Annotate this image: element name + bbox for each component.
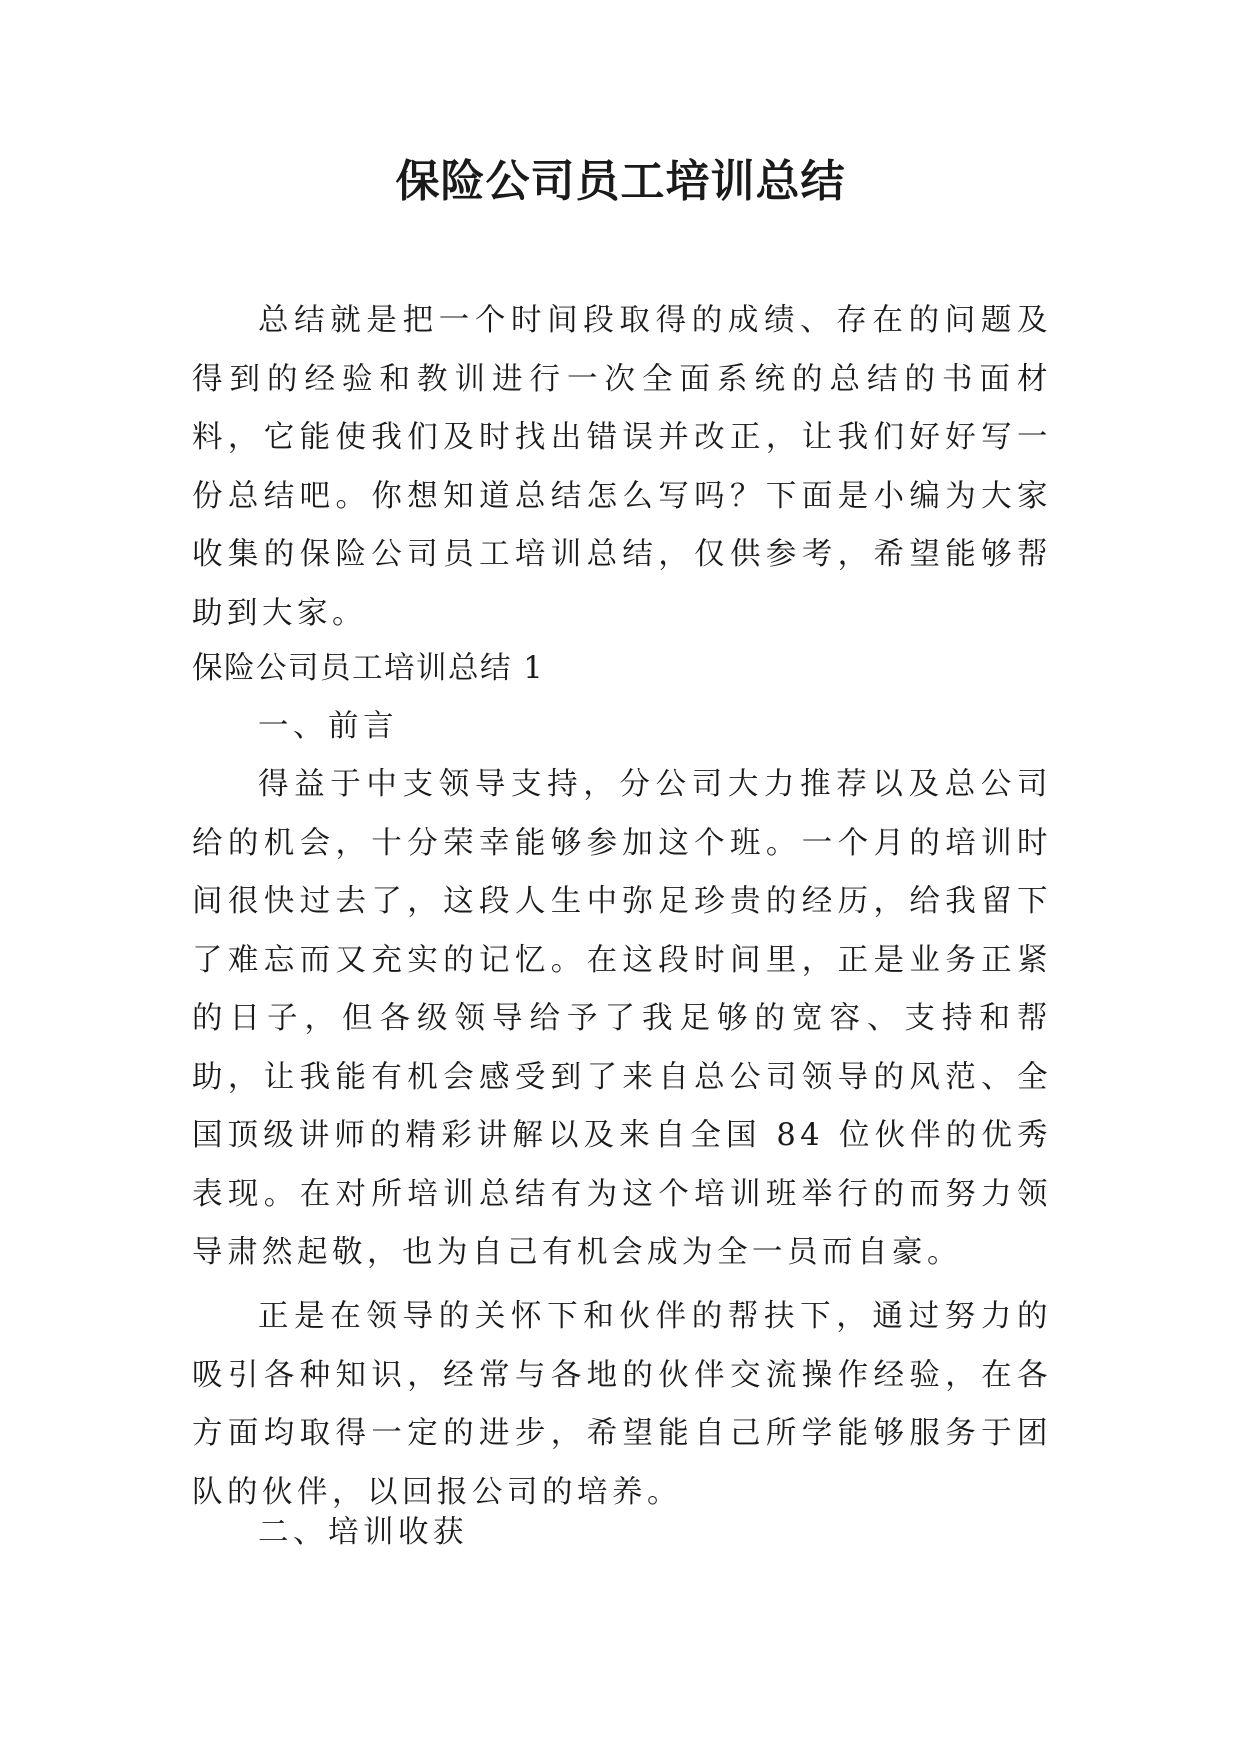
document-title: 保险公司员工培训总结 [395, 156, 846, 207]
subheading-training-harvest: 二、培训收获 [258, 1515, 468, 1550]
paragraph-1: 得益于中支领导支持，分公司大力推荐以及总公司给的机会，十分荣幸能够参加这个班。一个月的培训时间很快过去了，这段人生中弥足珍贵的经历，给我留下了难忘而又充实的记忆。在这段时间里，正是业务正紧的日子，但各级领导给予了我足够的宽容、支持和帮助，让我能有机会感受到了来自总公司领导的风范、全国顶级讲师的精彩讲解以及来自全国 84 位伙伴的优秀表现。在对所培训总结有为这个培训班举行的而努力领导肃然起敬，也为自己有机会成为全一员而自豪。 [192, 767, 1052, 1270]
subheading-preface: 一、前言 [258, 709, 398, 744]
intro-paragraph: 总结就是把一个时间段取得的成绩、存在的问题及得到的经验和教训进行一次全面系统的总结的书面材料，它能使我们及时找出错误并改正，让我们好好写一份总结吧。你想知道总结怎么写吗？下面是小编为大家收集的保险公司员工培训总结，仅供参考，希望能够帮助到大家。 [192, 303, 1052, 631]
paragraph-2: 正是在领导的关怀下和伙伴的帮扶下，通过努力的吸引各种知识，经常与各地的伙伴交流操作经验，在各方面均取得一定的进步，希望能自己所学能够服务于团队的伙伴，以回报公司的培养。 [192, 1299, 1052, 1510]
section-heading: 保险公司员工培训总结 1 [192, 651, 545, 686]
